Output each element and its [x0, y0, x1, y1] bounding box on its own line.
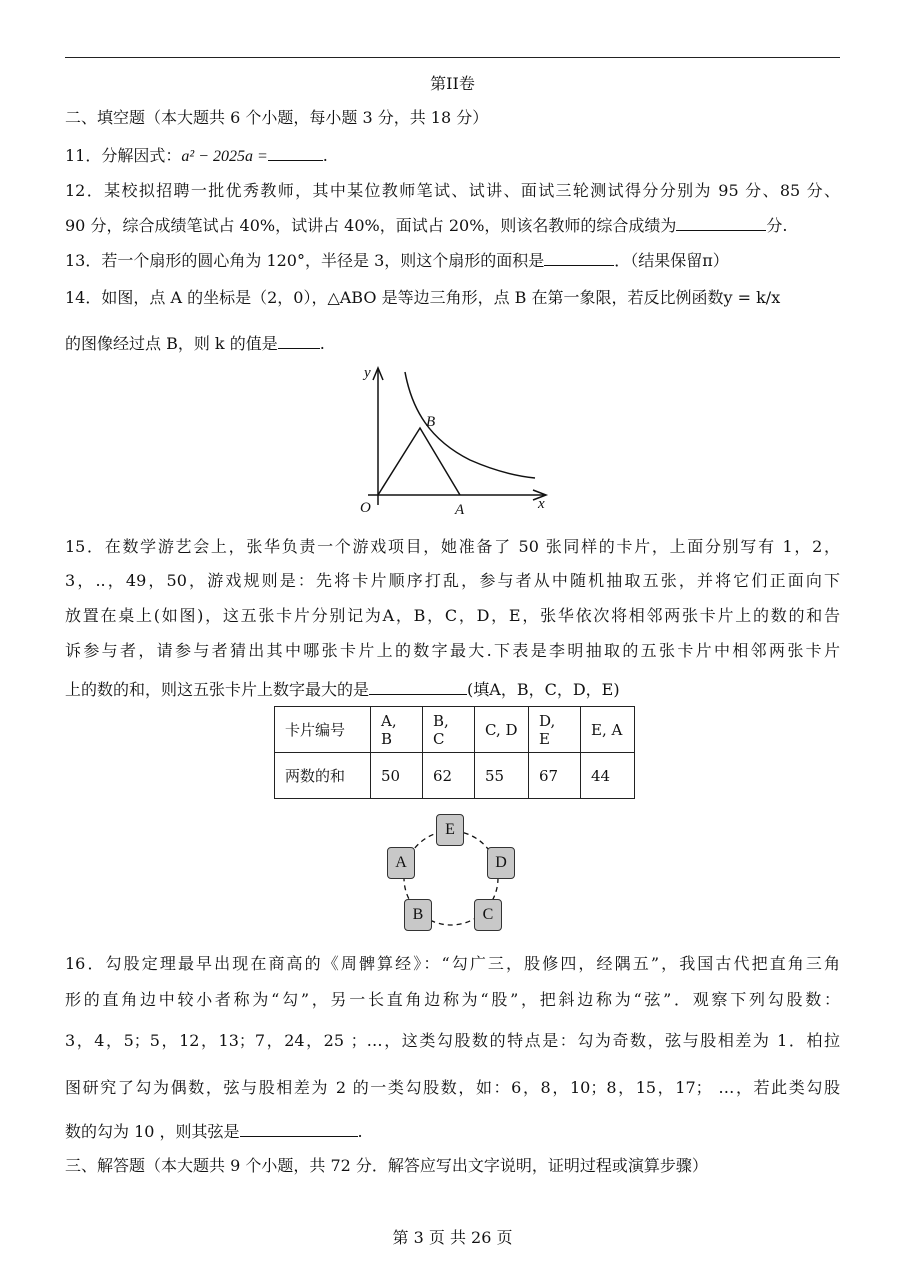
table-cell: 卡片编号 [275, 707, 371, 753]
q16-last-text: 数的勾为 10 ，则其弦是 [65, 1122, 240, 1141]
q16-line: 形的直角边中较小者称为“勾”，另一长直角边称为“股”，把斜边称为“弦”．观察下列勾股数： [65, 990, 840, 1009]
q11-text: 11．分解因式： [65, 146, 182, 165]
q15-line: 诉参与者，请参与者猜出其中哪张卡片上的数字最大.下表是李明抽取的五张卡片中相邻两张卡片 [65, 641, 840, 660]
q11-math: a² − 2025a = [181, 148, 268, 165]
table-cell: 55 [475, 753, 529, 799]
card-sum-table [274, 706, 635, 799]
table-header-row [275, 707, 635, 753]
q12-end: 分. [766, 216, 788, 235]
q15-suffix: (填A，B，C，D，E) [467, 680, 620, 699]
table-cell: A, B [371, 707, 423, 753]
q16-line: 3，4，5；5，12，13；7，24，25 ；…，这类勾股数的特点是：勾为奇数，弦与股相差为 1．柏拉 [65, 1031, 840, 1050]
q13-suffix: ．（结果保留π） [614, 251, 729, 270]
y-label: y [364, 365, 371, 381]
q11-suffix: . [322, 146, 328, 165]
triangle-abo [378, 428, 460, 495]
q16-line: 16．勾股定理最早出现在商高的《周髀算经》：“勾广三，股修四，经隅五”，我国古代把直角三角 [65, 954, 840, 973]
table-row [275, 753, 635, 799]
card-c: C [474, 899, 502, 931]
point-b-label: B [426, 414, 436, 430]
q15-line: 放置在桌上(如图)，这五张卡片分别记为A，B，C，D，E，张华依次将相邻两张卡片上的数的和告 [65, 606, 840, 625]
table-cell: 两数的和 [275, 753, 371, 799]
section-title: 第II卷 [430, 74, 475, 93]
page-footer: 第 3 页 共 26 页 [392, 1228, 513, 1247]
q14-line1: 14．如图，点 A 的坐标是（2，0），△ABO 是等边三角形，点 B 在第一象限，若反比例函数y = k/x [65, 288, 781, 307]
table-cell: C, D [475, 707, 529, 753]
card-e: E [436, 814, 464, 846]
q12-line2-text: 90 分，综合成绩笔试占 40%，试讲占 40%，面试占 20%，则该名教师的综合成绩为 [65, 216, 677, 235]
card-d: D [487, 847, 515, 879]
table-cell: E, A [581, 707, 635, 753]
q15-line: 15．在数学游艺会上，张华负责一个游戏项目，她准备了 50 张同样的卡片，上面分别写有 1，2， [65, 537, 840, 556]
hyperbola-curve [405, 372, 535, 478]
q16-suffix: . [357, 1122, 363, 1141]
table-cell: D, E [529, 707, 581, 753]
table-cell: 67 [529, 753, 581, 799]
q14-suffix: . [319, 334, 325, 353]
q13-text: 13．若一个扇形的圆心角为 120°，半径是 3，则这个扇形的面积是 [65, 251, 545, 270]
table-cell: 50 [371, 753, 423, 799]
q16-line: 图研究了勾为偶数，弦与股相差为 2 的一类勾股数，如：6，8，10；8，15，17； …，若此类勾股 [65, 1078, 840, 1097]
q15-line: 3，..，49，50，游戏规则是：先将卡片顺序打乱，参与者从中随机抽取五张，并将它们正面向下 [65, 571, 840, 590]
table-cell: 44 [581, 753, 635, 799]
q14-line2-text: 的图像经过点 B，则 k 的值是 [65, 334, 278, 353]
q16-last-line [65, 1120, 840, 1143]
table-cell: B, C [423, 707, 475, 753]
card-a: A [387, 847, 415, 879]
answer-blank[interactable] [369, 678, 467, 695]
x-label: x [538, 496, 545, 512]
origin-label: O [360, 500, 371, 516]
q15-last-text: 上的数的和，则这五张卡片上数字最大的是 [65, 680, 370, 699]
card-b: B [404, 899, 432, 931]
point-a-label: A [455, 502, 465, 518]
part2-heading: 二、填空题（本大题共 6 个小题，每小题 3 分，共 18 分） [65, 108, 489, 127]
part3-heading: 三、解答题（本大题共 9 个小题，共 72 分．解答应写出文字说明，证明过程或演算步骤） [65, 1156, 708, 1175]
answer-blank[interactable] [240, 1120, 358, 1137]
table-cell: 62 [423, 753, 475, 799]
q12-line1: 12．某校拟招聘一批优秀教师，其中某位教师笔试、试讲、面试三轮测试得分分别为 95 分、85 分、 [65, 181, 840, 200]
q15-last-line [65, 678, 840, 701]
